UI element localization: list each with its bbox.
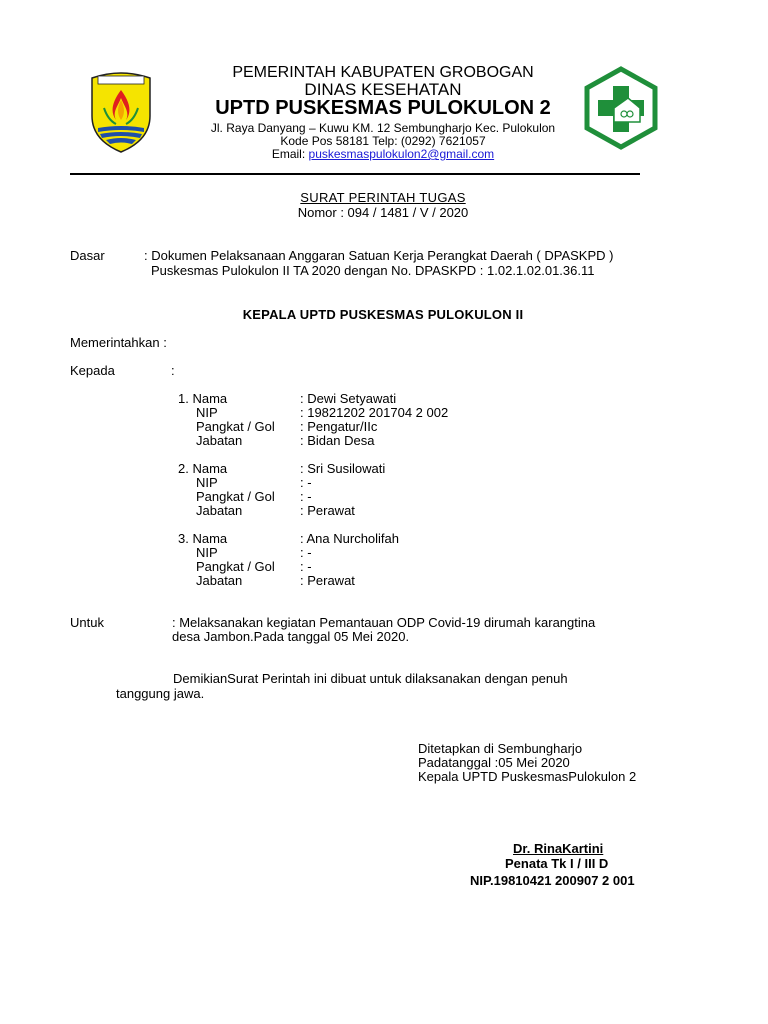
signer-office: Kepala UPTD PuskesmasPulokulon 2 [418,769,637,784]
email-line [150,147,616,161]
letterhead-divider [70,173,640,175]
issuer-heading: KEPALA UPTD PUSKESMAS PULOKULON II [242,307,524,322]
untuk-text-line2: desa Jambon.Pada tanggal 05 Mei 2020. [172,629,410,644]
person2-pangkat-label: Pangkat / Gol [196,489,275,504]
document-title: SURAT PERINTAH TUGAS [300,190,466,205]
dasar-text-line2: Puskesmas Pulokulon II TA 2020 dengan No. DPASKPD : 1.02.1.02.01.36.11 [151,263,595,278]
person1-nama: : Dewi Setyawati [300,391,397,406]
institution-name: UPTD PUSKESMAS PULOKULON 2 [215,97,551,119]
person2-nip-label: NIP [196,475,218,490]
issued-date: Padatanggal :05 Mei 2020 [418,755,570,770]
kepada-colon: : [171,363,175,378]
dasar-text-line1: : Dokumen Pelaksanaan Anggaran Satuan Kerja Perangkat Daerah ( DPASKPD ) [144,248,614,263]
person3-jabatan-label: Jabatan [196,573,243,588]
person3-jabatan: : Perawat [300,573,355,588]
kepada-label: Kepada [70,363,115,378]
closing-line1: DemikianSurat Perintah ini dibuat untuk dilaksanakan dengan penuh [173,671,568,686]
address-line: Jl. Raya Danyang – Kuwu KM. 12 Sembungharjo Kec. Pulokulon [210,121,556,135]
person3-nip: : - [300,545,312,560]
person1-jabatan-label: Jabatan [196,433,243,448]
person2-jabatan: : Perawat [300,503,355,518]
person1-pangkat: : Pengatur/IIc [300,419,378,434]
person1-pangkat-label: Pangkat / Gol [196,419,275,434]
dasar-label: Dasar [70,248,105,263]
person3-nama: : Ana Nurcholifah [300,531,400,546]
person1-jabatan: : Bidan Desa [300,433,375,448]
memerintahkan-label: Memerintahkan : [70,335,167,350]
untuk-text-line1: : Melaksanakan kegiatan Pemantauan ODP Covid-19 dirumah karangtina [172,615,596,630]
postal-phone-line: Kode Pos 58181 Telp: (0292) 7621057 [280,134,486,148]
person3-nama-label: 3. Nama [178,531,228,546]
signer-nip: NIP.19810421 200907 2 001 [470,873,635,888]
person2-pangkat: : - [300,489,312,504]
person2-jabatan-label: Jabatan [196,503,243,518]
person2-nip: : - [300,475,312,490]
signer-name: Dr. RinaKartini [513,841,604,856]
email-link[interactable]: puskesmaspulokulon2@gmail.com [308,147,495,161]
person3-pangkat: : - [300,559,312,574]
closing-line2: tanggung jawa. [116,686,205,701]
issued-place: Ditetapkan di Sembungharjo [418,741,583,756]
grobogan-regency-emblem-icon [86,68,156,154]
department-name: DINAS KESEHATAN [304,80,462,99]
person1-nip: : 19821202 201704 2 002 [300,405,449,420]
person2-nama: : Sri Susilowati [300,461,386,476]
email-label: Email: [271,147,306,161]
person1-nama-label: 1. Nama [178,391,228,406]
signer-rank: Penata Tk I / III D [505,856,609,871]
person3-nip-label: NIP [196,545,218,560]
person1-nip-label: NIP [196,405,218,420]
person3-pangkat-label: Pangkat / Gol [196,559,275,574]
person2-nama-label: 2. Nama [178,461,228,476]
document-number: Nomor : 094 / 1481 / V / 2020 [297,205,469,220]
untuk-label: Untuk [70,615,104,630]
government-name: PEMERINTAH KABUPATEN GROBOGAN [232,64,534,81]
